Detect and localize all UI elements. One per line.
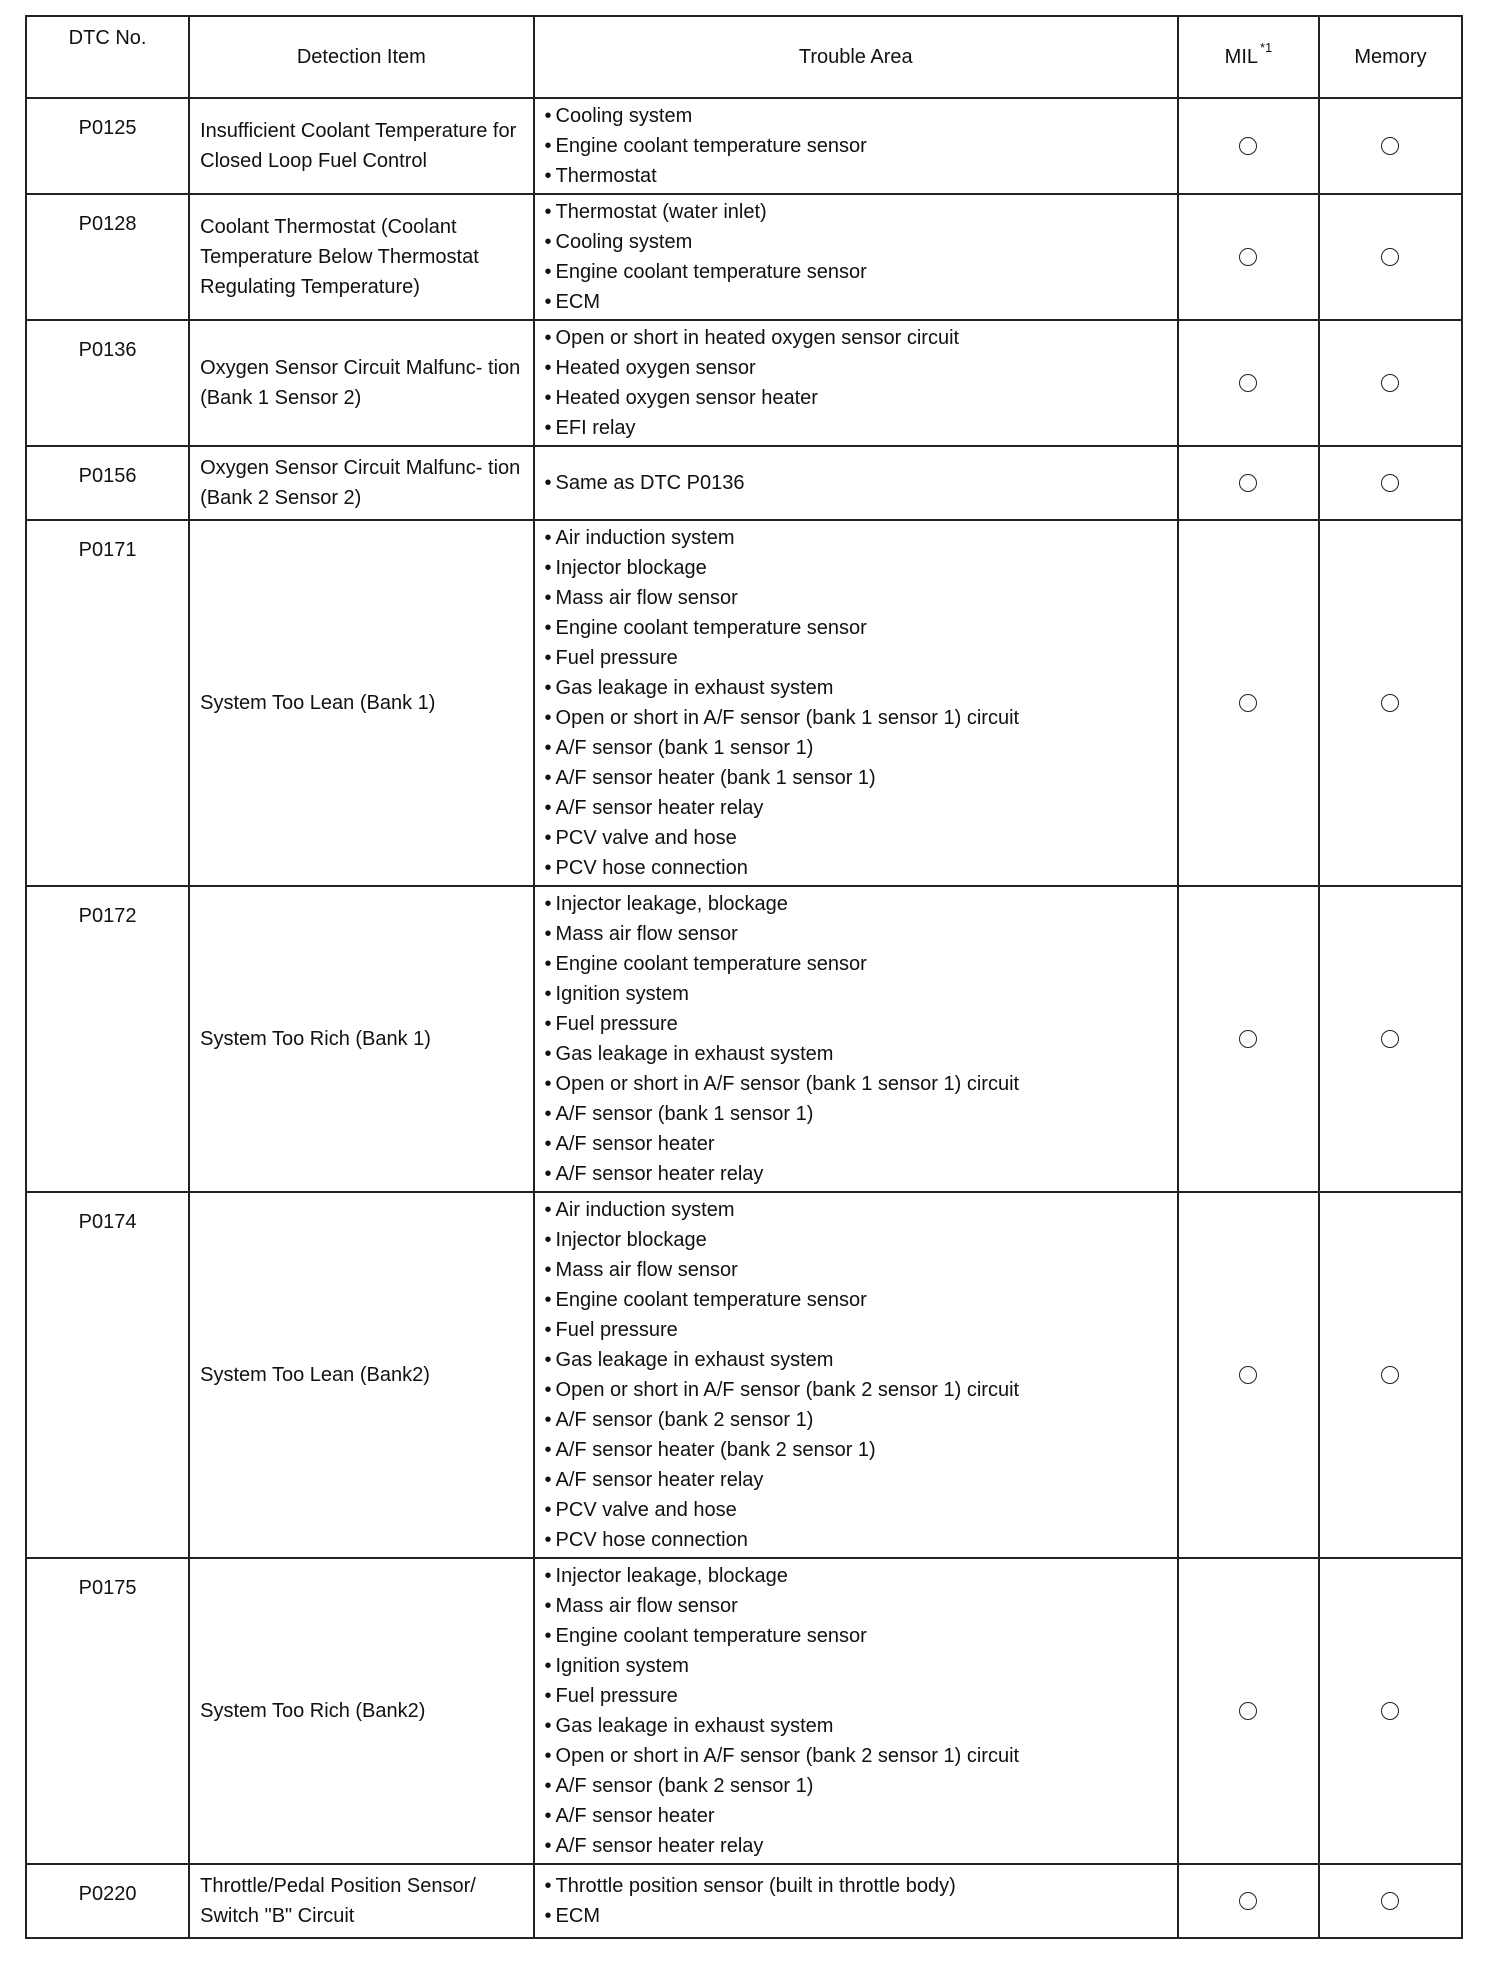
- mil-cell: [1178, 320, 1319, 446]
- trouble-item: • Engine coolant temperature sensor: [545, 1285, 1167, 1315]
- memory-cell: [1319, 98, 1462, 194]
- memory-circle-icon: [1381, 694, 1399, 712]
- header-mil: [1178, 16, 1319, 98]
- header-row: [26, 16, 1462, 98]
- memory-circle-icon: [1381, 374, 1399, 392]
- detection-item: Throttle/Pedal Position Sensor/ Switch "B" Circuit: [189, 1864, 533, 1938]
- trouble-item: • Mass air flow sensor: [545, 1255, 1167, 1285]
- memory-circle-icon: [1381, 248, 1399, 266]
- table-row: [26, 886, 1462, 1192]
- detection-item: Insufficient Coolant Temperature for Closed Loop Fuel Control: [189, 98, 533, 194]
- trouble-list: [545, 101, 1167, 191]
- trouble-item: • Engine coolant temperature sensor: [545, 949, 1167, 979]
- trouble-list: [545, 1561, 1167, 1861]
- trouble-item: • A/F sensor heater: [545, 1129, 1167, 1159]
- mil-circle-icon: [1239, 137, 1257, 155]
- detection-item: System Too Lean (Bank 1): [189, 520, 533, 886]
- trouble-item: • A/F sensor (bank 2 sensor 1): [545, 1405, 1167, 1435]
- dtc-code: P0136: [26, 320, 189, 446]
- memory-cell: [1319, 520, 1462, 886]
- trouble-item: • A/F sensor (bank 1 sensor 1): [545, 733, 1167, 763]
- dtc-table: [25, 15, 1463, 1939]
- trouble-item: • Cooling system: [545, 227, 1167, 257]
- memory-circle-icon: [1381, 1702, 1399, 1720]
- mil-cell: [1178, 194, 1319, 320]
- trouble-item: • EFI relay: [545, 413, 1167, 443]
- dtc-code: P0175: [26, 1558, 189, 1864]
- trouble-item: • Cooling system: [545, 101, 1167, 131]
- trouble-item: • Gas leakage in exhaust system: [545, 1345, 1167, 1375]
- memory-circle-icon: [1381, 1030, 1399, 1048]
- trouble-item: • Thermostat (water inlet): [545, 197, 1167, 227]
- trouble-area: [534, 886, 1178, 1192]
- trouble-item: • A/F sensor heater relay: [545, 1159, 1167, 1189]
- trouble-item: • Heated oxygen sensor heater: [545, 383, 1167, 413]
- dtc-code: P0125: [26, 98, 189, 194]
- mil-circle-icon: [1239, 694, 1257, 712]
- trouble-item: • Mass air flow sensor: [545, 583, 1167, 613]
- trouble-item: • PCV valve and hose: [545, 823, 1167, 853]
- dtc-code: P0128: [26, 194, 189, 320]
- memory-cell: [1319, 886, 1462, 1192]
- trouble-item: • Fuel pressure: [545, 1681, 1167, 1711]
- trouble-area: [534, 1192, 1178, 1558]
- trouble-item: • Ignition system: [545, 1651, 1167, 1681]
- mil-circle-icon: [1239, 1366, 1257, 1384]
- trouble-item: • PCV hose connection: [545, 1525, 1167, 1555]
- mil-circle-icon: [1239, 1030, 1257, 1048]
- trouble-area: [534, 446, 1178, 520]
- trouble-area: [534, 1558, 1178, 1864]
- table-row: [26, 194, 1462, 320]
- trouble-item: • Fuel pressure: [545, 1009, 1167, 1039]
- detection-item: System Too Rich (Bank2): [189, 1558, 533, 1864]
- trouble-item: • ECM: [545, 1901, 1167, 1931]
- trouble-item: • Open or short in A/F sensor (bank 2 sensor 1) circuit: [545, 1741, 1167, 1771]
- trouble-item: • A/F sensor (bank 1 sensor 1): [545, 1099, 1167, 1129]
- mil-circle-icon: [1239, 374, 1257, 392]
- memory-circle-icon: [1381, 137, 1399, 155]
- trouble-item: • Air induction system: [545, 523, 1167, 553]
- table-row: [26, 1558, 1462, 1864]
- detection-item: System Too Lean (Bank2): [189, 1192, 533, 1558]
- trouble-list: [545, 523, 1167, 883]
- dtc-code: P0174: [26, 1192, 189, 1558]
- mil-circle-icon: [1239, 1892, 1257, 1910]
- detection-item: Oxygen Sensor Circuit Malfunc- tion (Bank 1 Sensor 2): [189, 320, 533, 446]
- trouble-item: • Open or short in A/F sensor (bank 2 sensor 1) circuit: [545, 1375, 1167, 1405]
- trouble-item: • Mass air flow sensor: [545, 919, 1167, 949]
- memory-circle-icon: [1381, 474, 1399, 492]
- trouble-item: • A/F sensor heater relay: [545, 1465, 1167, 1495]
- trouble-item: • Gas leakage in exhaust system: [545, 673, 1167, 703]
- mil-cell: [1178, 520, 1319, 886]
- trouble-list: [545, 197, 1167, 317]
- trouble-item: • PCV hose connection: [545, 853, 1167, 883]
- trouble-item: • Heated oxygen sensor: [545, 353, 1167, 383]
- memory-cell: [1319, 1558, 1462, 1864]
- header-memory: Memory: [1319, 16, 1462, 98]
- memory-cell: [1319, 1864, 1462, 1938]
- memory-cell: [1319, 320, 1462, 446]
- trouble-item: • Engine coolant temperature sensor: [545, 131, 1167, 161]
- trouble-item: • Engine coolant temperature sensor: [545, 1621, 1167, 1651]
- trouble-item: • Fuel pressure: [545, 643, 1167, 673]
- trouble-item: • Open or short in heated oxygen sensor circuit: [545, 323, 1167, 353]
- trouble-item: • Ignition system: [545, 979, 1167, 1009]
- trouble-item: • Injector leakage, blockage: [545, 1561, 1167, 1591]
- trouble-item: • Engine coolant temperature sensor: [545, 613, 1167, 643]
- trouble-list: [545, 1195, 1167, 1555]
- trouble-area: [534, 194, 1178, 320]
- trouble-area: [534, 98, 1178, 194]
- dtc-code: P0171: [26, 520, 189, 886]
- header-mil-footnote: *1: [1260, 39, 1273, 55]
- dtc-code: P0220: [26, 1864, 189, 1938]
- mil-circle-icon: [1239, 1702, 1257, 1720]
- detection-item: Oxygen Sensor Circuit Malfunc- tion (Bank 2 Sensor 2): [189, 446, 533, 520]
- header-dtc-no: DTC No.: [26, 16, 189, 98]
- trouble-area: [534, 520, 1178, 886]
- trouble-item: • Gas leakage in exhaust system: [545, 1711, 1167, 1741]
- trouble-area: [534, 320, 1178, 446]
- trouble-item: • Injector blockage: [545, 553, 1167, 583]
- header-detection-item: Detection Item: [189, 16, 533, 98]
- trouble-item: • Open or short in A/F sensor (bank 1 sensor 1) circuit: [545, 1069, 1167, 1099]
- trouble-item: • Same as DTC P0136: [545, 468, 1167, 498]
- detection-item: System Too Rich (Bank 1): [189, 886, 533, 1192]
- trouble-item: • A/F sensor heater (bank 1 sensor 1): [545, 763, 1167, 793]
- mil-circle-icon: [1239, 474, 1257, 492]
- detection-item: Coolant Thermostat (Coolant Temperature Below Thermostat Regulating Temperature): [189, 194, 533, 320]
- table-header: [26, 16, 1462, 98]
- table-body: [26, 98, 1462, 1938]
- mil-cell: [1178, 1558, 1319, 1864]
- trouble-item: • Air induction system: [545, 1195, 1167, 1225]
- trouble-item: • PCV valve and hose: [545, 1495, 1167, 1525]
- table-row: [26, 320, 1462, 446]
- trouble-item: • Engine coolant temperature sensor: [545, 257, 1167, 287]
- trouble-item: • A/F sensor (bank 2 sensor 1): [545, 1771, 1167, 1801]
- trouble-list: [545, 1871, 1167, 1931]
- header-mil-label: MIL: [1224, 45, 1258, 68]
- table-row: [26, 1864, 1462, 1938]
- mil-cell: [1178, 446, 1319, 520]
- trouble-item: • A/F sensor heater relay: [545, 1831, 1167, 1861]
- table-row: [26, 98, 1462, 194]
- table-row: [26, 520, 1462, 886]
- trouble-item: • A/F sensor heater relay: [545, 793, 1167, 823]
- dtc-code: P0172: [26, 886, 189, 1192]
- header-trouble-area: Trouble Area: [534, 16, 1178, 98]
- memory-cell: [1319, 1192, 1462, 1558]
- memory-cell: [1319, 194, 1462, 320]
- trouble-list: [545, 468, 1167, 498]
- trouble-item: • Injector leakage, blockage: [545, 889, 1167, 919]
- trouble-list: [545, 889, 1167, 1189]
- trouble-item: • Mass air flow sensor: [545, 1591, 1167, 1621]
- mil-cell: [1178, 1192, 1319, 1558]
- mil-cell: [1178, 886, 1319, 1192]
- table-row: [26, 446, 1462, 520]
- trouble-item: • A/F sensor heater (bank 2 sensor 1): [545, 1435, 1167, 1465]
- trouble-item: • Injector blockage: [545, 1225, 1167, 1255]
- memory-cell: [1319, 446, 1462, 520]
- trouble-item: • Fuel pressure: [545, 1315, 1167, 1345]
- dtc-code: P0156: [26, 446, 189, 520]
- trouble-item: • Thermostat: [545, 161, 1167, 191]
- mil-circle-icon: [1239, 248, 1257, 266]
- mil-cell: [1178, 1864, 1319, 1938]
- memory-circle-icon: [1381, 1892, 1399, 1910]
- trouble-item: • Open or short in A/F sensor (bank 1 sensor 1) circuit: [545, 703, 1167, 733]
- trouble-item: • A/F sensor heater: [545, 1801, 1167, 1831]
- trouble-area: [534, 1864, 1178, 1938]
- trouble-list: [545, 323, 1167, 443]
- trouble-item: • ECM: [545, 287, 1167, 317]
- trouble-item: • Gas leakage in exhaust system: [545, 1039, 1167, 1069]
- trouble-item: • Throttle position sensor (built in throttle body): [545, 1871, 1167, 1901]
- memory-circle-icon: [1381, 1366, 1399, 1384]
- table-row: [26, 1192, 1462, 1558]
- mil-cell: [1178, 98, 1319, 194]
